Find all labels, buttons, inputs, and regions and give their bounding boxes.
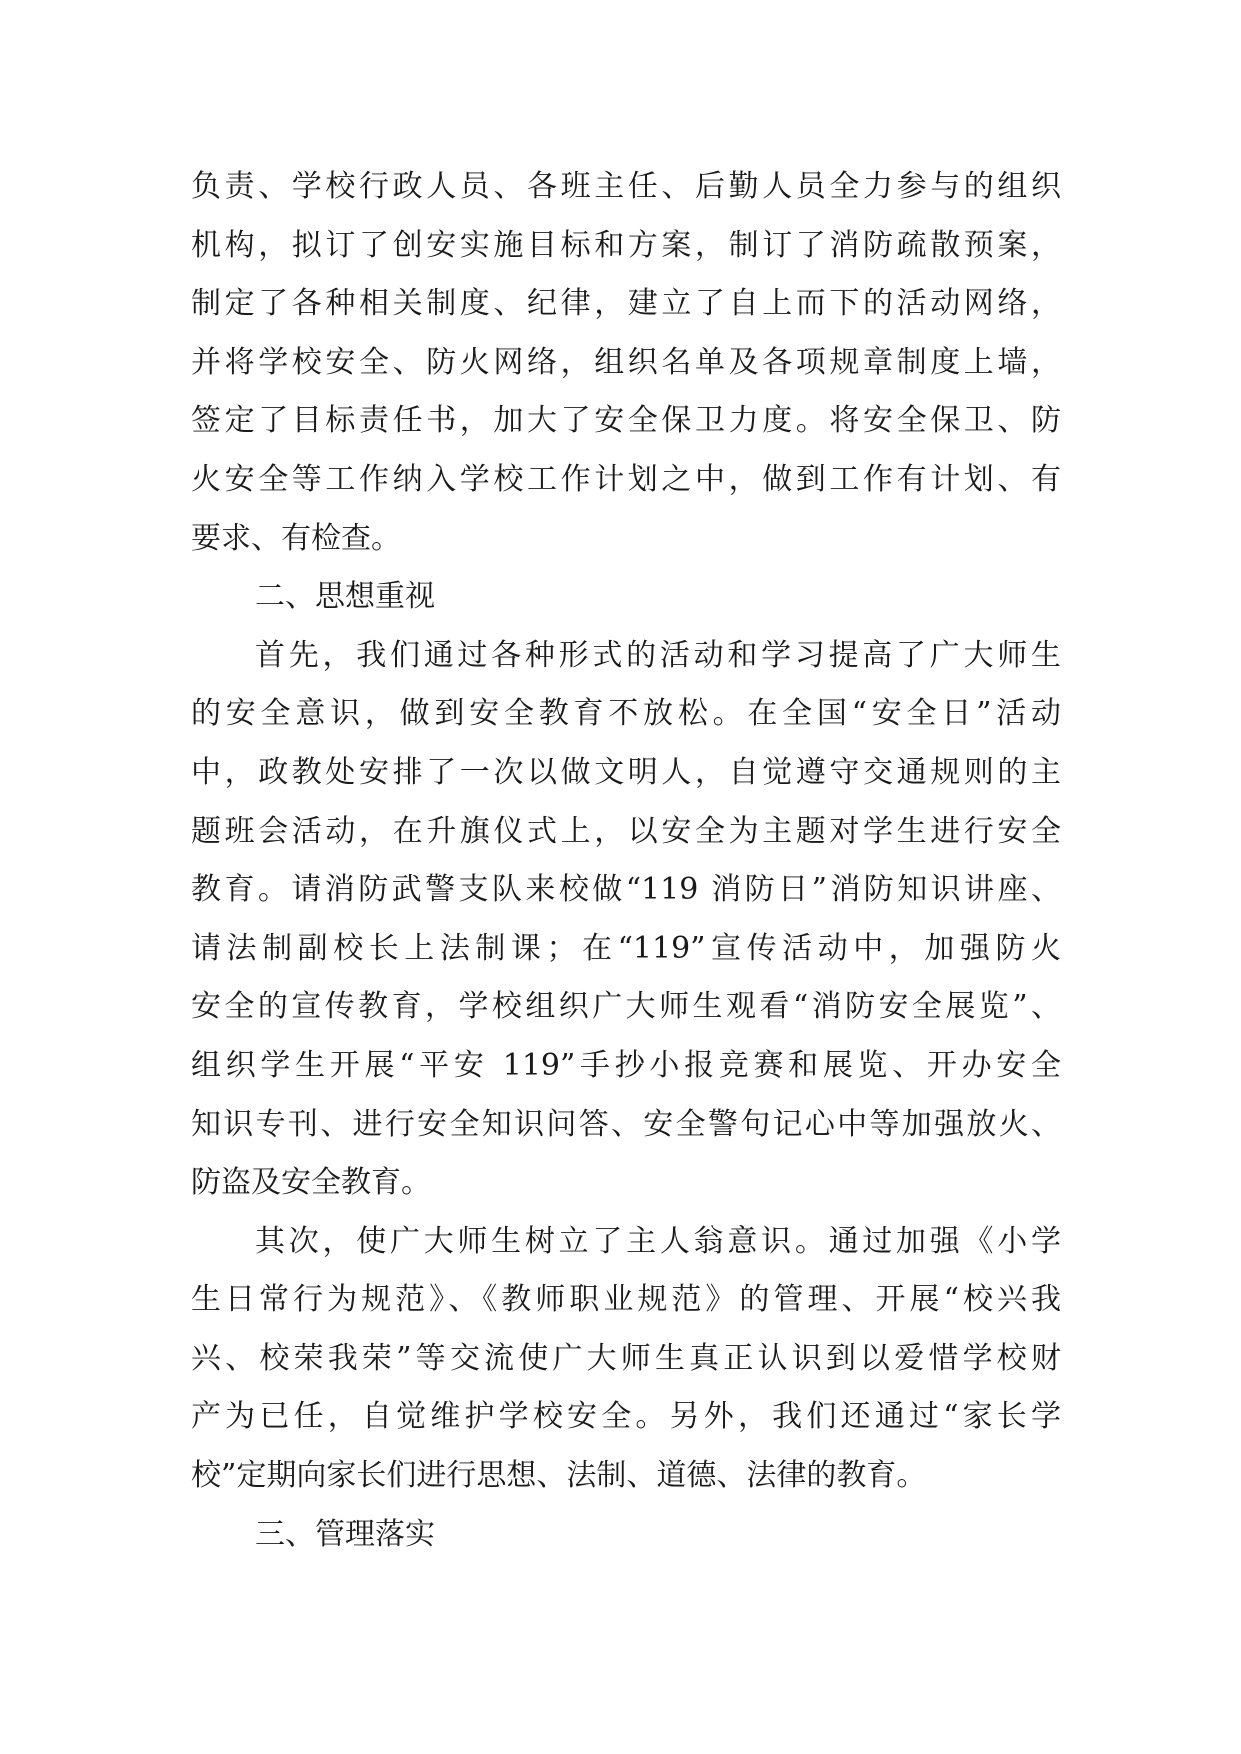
section-heading: 二、思想重视 bbox=[255, 579, 435, 615]
text-line: 防盗及安全教育。 bbox=[191, 1165, 431, 1201]
text-line: 火安全等工作纳入学校工作计划之中，做到工作有计划、有 bbox=[191, 461, 1061, 497]
text-line: 首先，我们通过各种形式的活动和学习提高了广大师生 bbox=[255, 637, 1061, 673]
text-line: 组织学生开展“平安 119”手抄小报竞赛和展览、开办安全 bbox=[191, 1047, 1061, 1083]
text-line: 知识专刊、进行安全知识问答、安全警句记心中等加强放火、 bbox=[191, 1106, 1061, 1142]
text-line: 并将学校安全、防火网络，组织名单及各项规章制度上墙， bbox=[191, 344, 1061, 380]
text-line: 要求、有检查。 bbox=[191, 520, 401, 556]
text-line: 生日常行为规范》、《教师职业规范》的管理、开展“校兴我 bbox=[191, 1282, 1061, 1318]
text-line: 制定了各种相关制度、纪律，建立了自上而下的活动网络， bbox=[191, 286, 1061, 322]
text-line: 负责、学校行政人员、各班主任、后勤人员全力参与的组织 bbox=[191, 169, 1061, 204]
text-line: 其次，使广大师生树立了主人翁意识。通过加强《小学 bbox=[255, 1223, 1061, 1259]
section-heading: 三、管理落实 bbox=[255, 1516, 435, 1552]
text-line: 校”定期向家长们进行思想、法制、道德、法律的教育。 bbox=[191, 1458, 927, 1494]
text-line: 产为已任，自觉维护学校安全。另外，我们还通过“家长学 bbox=[191, 1399, 1061, 1435]
text-line: 教育。请消防武警支队来校做“119 消防日”消防知识讲座、 bbox=[191, 872, 1061, 908]
document-body bbox=[191, 158, 1061, 1564]
text-line: 的安全意识，做到安全教育不放松。在全国“安全日”活动 bbox=[191, 696, 1061, 732]
text-line: 中，政教处安排了一次以做文明人，自觉遵守交通规则的主 bbox=[191, 754, 1061, 790]
text-line: 请法制副校长上法制课；在“119”宣传活动中，加强防火 bbox=[191, 930, 1061, 966]
text-line: 签定了目标责任书，加大了安全保卫力度。将安全保卫、防 bbox=[191, 403, 1061, 439]
text-line: 题班会活动，在升旗仪式上，以安全为主题对学生进行安全 bbox=[191, 813, 1061, 849]
text-line: 机构，拟订了创安实施目标和方案，制订了消防疏散预案， bbox=[191, 227, 1061, 263]
text-line: 安全的宣传教育，学校组织广大师生观看“消防安全展览”、 bbox=[191, 989, 1061, 1025]
text-line: 兴、校荣我荣”等交流使广大师生真正认识到以爱惜学校财 bbox=[191, 1340, 1061, 1376]
